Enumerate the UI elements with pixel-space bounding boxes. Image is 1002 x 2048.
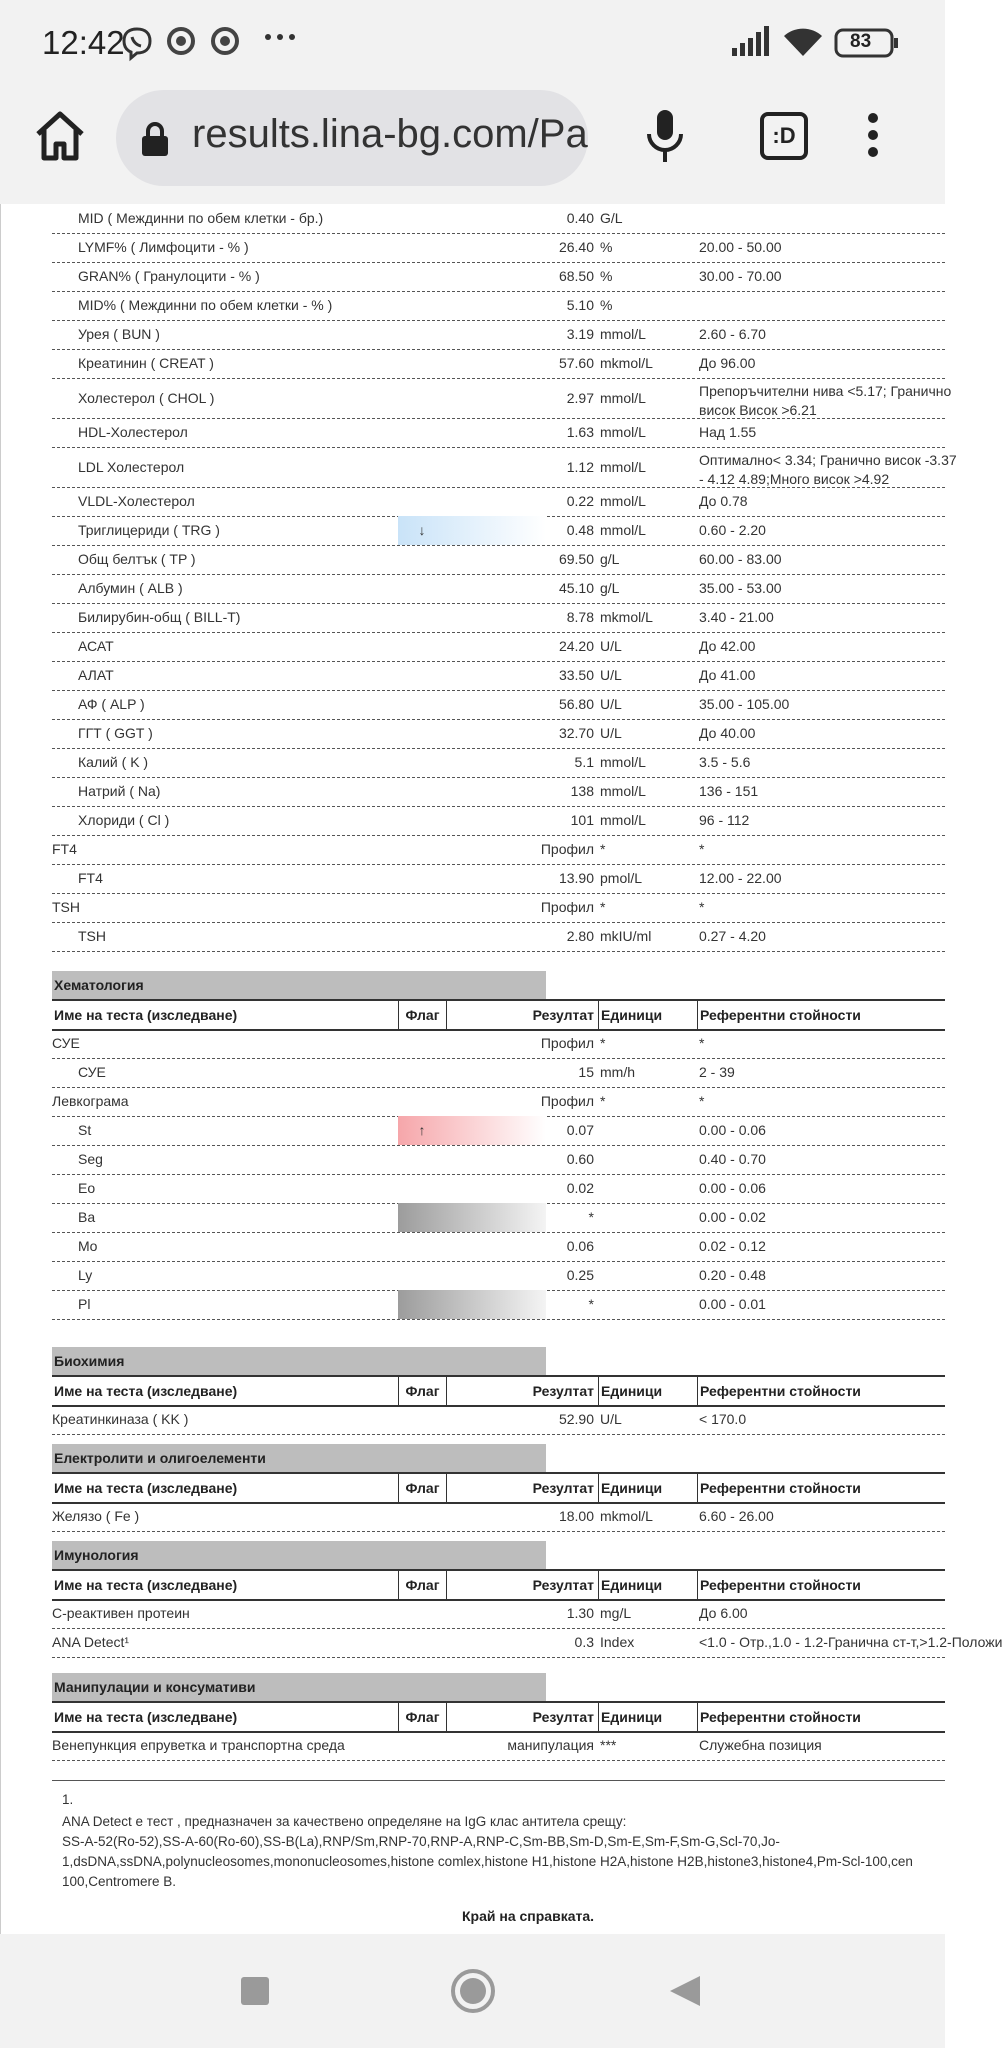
- test-unit: Index: [600, 1634, 635, 1650]
- table-row: [52, 806, 945, 836]
- test-result: 52.90: [558, 1411, 594, 1427]
- test-result: 45.10: [558, 580, 594, 596]
- test-unit: *: [600, 899, 606, 915]
- test-name: VLDL-Холестерол: [78, 493, 195, 509]
- test-result: *: [588, 1209, 594, 1225]
- test-result: 0.06: [566, 1238, 594, 1254]
- reference-range: 2.60 - 6.70: [699, 326, 766, 342]
- url-text: results.lina-bg.com/Pa: [192, 112, 588, 156]
- chrome-icon: [210, 26, 240, 61]
- test-unit: mmol/L: [600, 326, 646, 342]
- table-row: [52, 1203, 945, 1233]
- test-result: 1.30: [566, 1605, 594, 1621]
- reference-range: 136 - 151: [699, 783, 759, 799]
- test-name: MID% ( Междинни по обем клетки - % ): [78, 297, 333, 313]
- table-row: [52, 418, 945, 448]
- header-ref: Референтни стойности: [697, 1377, 945, 1405]
- table-header: [52, 1701, 945, 1733]
- header-ref: Референтни стойности: [697, 1474, 945, 1502]
- table-header: [52, 1569, 945, 1601]
- test-name: Общ белтък ( TP ): [78, 551, 196, 567]
- viber-icon: [120, 26, 154, 65]
- test-unit: %: [600, 297, 613, 313]
- reference-range: 35.00 - 105.00: [699, 696, 790, 712]
- test-name: MID ( Междинни по обем клетки - бр.): [78, 210, 324, 226]
- test-result: 1.12: [566, 459, 594, 475]
- home-icon[interactable]: [30, 106, 90, 166]
- test-unit: *: [600, 1035, 606, 1051]
- table-header: [52, 999, 945, 1031]
- table-header: [52, 1375, 945, 1407]
- test-unit: mmol/L: [600, 783, 646, 799]
- header-unit: Единици: [598, 1377, 697, 1405]
- header-result: Резултат: [446, 1001, 594, 1029]
- reference-range: 60.00 - 83.00: [699, 551, 782, 567]
- test-unit: %: [600, 268, 613, 284]
- table-row: [52, 1599, 945, 1629]
- test-unit: mmol/L: [600, 812, 646, 828]
- test-result: 0.07: [566, 1122, 594, 1138]
- browser-toolbar: [0, 82, 945, 204]
- test-name: TSH: [52, 899, 80, 915]
- test-name: Албумин ( ALB ): [78, 580, 183, 596]
- test-result: 101: [570, 812, 594, 828]
- test-result: 26.40: [558, 239, 594, 255]
- test-result: 24.20: [558, 638, 594, 654]
- test-unit: %: [600, 239, 613, 255]
- table-row: [52, 1261, 945, 1291]
- table-row: [52, 690, 945, 720]
- footnote-line: 1,dsDNA,ssDNA,polynucleosomes,mononucleosomes,histone comlex,histone H1,histone H2A,histone H2B,histone3,histone4,Pm-Scl-100,cen: [62, 1854, 913, 1869]
- test-unit: mkmol/L: [600, 1508, 653, 1524]
- test-name: HDL-Холестерол: [78, 424, 188, 440]
- test-result: 0.3: [574, 1634, 594, 1650]
- header-name: Име на теста (изследване): [54, 1480, 238, 1496]
- address-bar[interactable]: [116, 90, 588, 186]
- test-unit: g/L: [600, 551, 620, 567]
- test-unit: ***: [600, 1737, 617, 1753]
- test-result: 13.90: [558, 870, 594, 886]
- reference-range: 2 - 39: [699, 1064, 735, 1080]
- reference-range: До 6.00: [699, 1605, 748, 1621]
- test-result: 33.50: [558, 667, 594, 683]
- header-result: Резултат: [446, 1377, 594, 1405]
- header-unit: Единици: [598, 1571, 697, 1599]
- table-row: [52, 603, 945, 633]
- test-name: St: [78, 1122, 92, 1138]
- test-name: Триглицериди ( TRG ): [78, 522, 220, 538]
- table-row: [52, 1116, 945, 1146]
- footnote-line: 1.: [62, 1792, 74, 1807]
- table-row: [52, 545, 945, 575]
- table-row: [52, 1174, 945, 1204]
- table-row: [52, 1502, 945, 1532]
- reference-range: До 42.00: [699, 638, 756, 654]
- table-row: [52, 262, 945, 292]
- test-name: Желязо ( Fe ): [52, 1508, 140, 1524]
- header-name: Име на теста (изследване): [54, 1007, 238, 1023]
- table-row: [52, 1087, 945, 1117]
- reference-range: 96 - 112: [699, 812, 750, 828]
- test-name: Левкограма: [52, 1093, 129, 1109]
- test-name: Mo: [78, 1238, 98, 1254]
- test-result: 5.1: [574, 754, 594, 770]
- table-row: [52, 1628, 1002, 1658]
- test-name: АФ ( ALP ): [78, 696, 145, 712]
- reference-range: До 40.00: [699, 725, 756, 741]
- reference-range: *: [699, 899, 705, 915]
- test-name: Холестерол ( CHOL ): [78, 390, 215, 406]
- test-result: 69.50: [558, 551, 594, 567]
- test-unit: mmol/L: [600, 424, 646, 440]
- status-bar: [0, 0, 945, 82]
- reference-range: 20.00 - 50.00: [699, 239, 782, 255]
- battery-level: 83: [850, 31, 872, 52]
- test-name: FT4: [52, 841, 77, 857]
- reference-range: 35.00 - 53.00: [699, 580, 782, 596]
- table-row: [52, 233, 945, 263]
- reference-range: <1.0 - Отр.,1.0 - 1.2-Гранична ст-т,>1.2-Положи: [699, 1634, 1002, 1650]
- reference-range: 3.5 - 5.6: [699, 754, 751, 770]
- reference-range: Препоръчителни нива <5.17; Гранично висок Висок >6.21: [699, 383, 952, 418]
- status-time: 12:42: [42, 24, 125, 61]
- footnote-divider: [52, 1780, 945, 1781]
- flag-indicator: ↑: [418, 1122, 426, 1138]
- test-result: Профил: [540, 899, 594, 915]
- test-name: Хлориди ( Cl ): [78, 812, 170, 828]
- test-name: Pl: [78, 1296, 91, 1312]
- header-ref: Референтни стойности: [697, 1703, 945, 1731]
- header-ref: Референтни стойности: [697, 1001, 945, 1029]
- test-unit: mmol/L: [600, 754, 646, 770]
- test-name: Ly: [78, 1267, 93, 1283]
- test-result: 3.19: [566, 326, 594, 342]
- header-flag: Флаг: [398, 1571, 446, 1599]
- header-unit: Единици: [598, 1703, 697, 1731]
- table-row: [52, 204, 945, 234]
- reference-range: 0.20 - 0.48: [699, 1267, 766, 1283]
- footnote-line: 100,Centromere B.: [62, 1874, 177, 1889]
- test-name: АЛАТ: [78, 667, 114, 683]
- reference-range: 0.00 - 0.06: [699, 1122, 766, 1138]
- test-unit: U/L: [600, 638, 622, 654]
- test-unit: U/L: [600, 725, 622, 741]
- footnote-line: ANA Detect е тест , предназначен за качествено определяне на IgG клас антитела срещу:: [62, 1814, 627, 1829]
- test-name: Калий ( K ): [78, 754, 149, 770]
- reference-range: *: [699, 1035, 705, 1051]
- test-result: 32.70: [558, 725, 594, 741]
- table-row: [52, 893, 945, 923]
- test-unit: mg/L: [600, 1605, 632, 1621]
- header-result: Резултат: [446, 1571, 594, 1599]
- test-result: 0.40: [566, 210, 594, 226]
- overflow-menu-icon[interactable]: [866, 112, 880, 163]
- test-name: СУЕ: [78, 1064, 106, 1080]
- table-row: [52, 320, 945, 350]
- table-row: [52, 1029, 945, 1059]
- reference-range: 3.40 - 21.00: [699, 609, 774, 625]
- reference-range: 0.40 - 0.70: [699, 1151, 766, 1167]
- test-result: 8.78: [566, 609, 594, 625]
- test-name: Креатинкиназа ( KK ): [52, 1411, 189, 1427]
- reference-range: 0.00 - 0.02: [699, 1209, 766, 1225]
- battery-icon: [834, 28, 900, 63]
- test-unit: G/L: [600, 210, 623, 226]
- test-result: 0.22: [566, 493, 594, 509]
- footnote-line: SS-A-52(Ro-52),SS-A-60(Ro-60),SS-B(La),RNP/Sm,RNP-70,RNP-A,RNP-C,Sm-BB,Sm-D,Sm-E,Sm-F,Sm-G,Scl-70,Jo-: [62, 1834, 780, 1849]
- reference-range: 12.00 - 22.00: [699, 870, 782, 886]
- table-row: [52, 291, 945, 321]
- table-row: [52, 777, 945, 807]
- table-row: [52, 447, 957, 488]
- test-name: ГГТ ( GGT ): [78, 725, 153, 741]
- test-unit: mmol/L: [600, 522, 646, 538]
- test-name: TSH: [78, 928, 106, 944]
- test-name: АСАТ: [78, 638, 114, 654]
- test-name: Ba: [78, 1209, 96, 1225]
- table-row: [52, 1232, 945, 1262]
- test-unit: g/L: [600, 580, 620, 596]
- header-flag: Флаг: [398, 1001, 446, 1029]
- test-result: 2.97: [566, 390, 594, 406]
- navigation-bar: [0, 1934, 945, 2048]
- test-name: LDL Холестерол: [78, 459, 185, 475]
- test-name: FT4: [78, 870, 103, 886]
- test-name: Билирубин-общ ( BILL-T): [78, 609, 241, 625]
- reference-range: *: [699, 1093, 705, 1109]
- section-title: Манипулации и консумативи: [52, 1673, 546, 1701]
- test-name: GRAN% ( Гранулоцити - % ): [78, 268, 260, 284]
- reference-range: 0.02 - 0.12: [699, 1238, 766, 1254]
- header-name: Име на теста (изследване): [54, 1383, 238, 1399]
- test-result: 138: [570, 783, 594, 799]
- test-name: LYMF% ( Лимфоцити - % ): [78, 239, 249, 255]
- header-result: Резултат: [446, 1474, 594, 1502]
- header-flag: Флаг: [398, 1703, 446, 1731]
- reference-range: Служебна позиция: [699, 1737, 822, 1753]
- test-unit: *: [600, 1093, 606, 1109]
- table-row: [52, 1405, 945, 1435]
- test-result: 68.50: [558, 268, 594, 284]
- test-unit: *: [600, 841, 606, 857]
- table-row: [52, 574, 945, 604]
- section-title: Биохимия: [52, 1347, 546, 1375]
- section-title: Имунология: [52, 1541, 546, 1569]
- end-of-report: Край на справката.: [462, 1908, 595, 1924]
- table-row: [52, 835, 945, 865]
- table-row: [52, 864, 945, 894]
- header-unit: Единици: [598, 1001, 697, 1029]
- microphone-icon[interactable]: [640, 106, 690, 171]
- test-result: Профил: [540, 1093, 594, 1109]
- reference-range: До 41.00: [699, 667, 756, 683]
- test-result: манипулация: [507, 1737, 594, 1753]
- test-result: 0.48: [566, 522, 594, 538]
- test-name: Seg: [78, 1151, 103, 1167]
- table-row: [52, 632, 945, 662]
- test-result: Профил: [540, 1035, 594, 1051]
- test-name: Урея ( BUN ): [78, 326, 160, 342]
- table-row: [52, 922, 945, 952]
- table-row: [52, 719, 945, 749]
- test-unit: U/L: [600, 1411, 622, 1427]
- section-title: Хематология: [52, 971, 546, 999]
- chrome-icon: [166, 26, 196, 61]
- test-name: C-реактивен протеин: [52, 1605, 190, 1621]
- recents-icon[interactable]: [240, 1976, 270, 2011]
- reference-range: 30.00 - 70.00: [699, 268, 782, 284]
- wifi-icon: [782, 26, 824, 63]
- test-result: 0.02: [566, 1180, 594, 1196]
- signal-icon: [732, 26, 772, 61]
- table-row: [52, 661, 945, 691]
- test-result: 56.80: [558, 696, 594, 712]
- lab-results-page: [0, 204, 1002, 1934]
- home-nav-icon[interactable]: [450, 1968, 496, 2019]
- table-header: [52, 1472, 945, 1504]
- test-unit: U/L: [600, 667, 622, 683]
- reference-range: < 170.0: [699, 1411, 747, 1427]
- reference-range: До 96.00: [699, 355, 756, 371]
- test-name: Eo: [78, 1180, 96, 1196]
- test-unit: mkIU/ml: [600, 928, 652, 944]
- reference-range: Над 1.55: [699, 424, 757, 440]
- reference-range: 6.60 - 26.00: [699, 1508, 774, 1524]
- footnote-text: [62, 1790, 942, 1892]
- test-result: *: [588, 1296, 594, 1312]
- lock-icon: [140, 122, 170, 161]
- test-result: 18.00: [558, 1508, 594, 1524]
- test-result: 2.80: [566, 928, 594, 944]
- header-flag: Флаг: [398, 1377, 446, 1405]
- table-row: [52, 748, 945, 778]
- test-unit: mm/h: [600, 1064, 635, 1080]
- test-unit: pmol/L: [600, 870, 643, 886]
- table-row: [52, 1058, 945, 1088]
- test-name: ANA Detect¹: [52, 1634, 130, 1650]
- tab-switcher-button[interactable]: :D: [760, 112, 808, 160]
- table-row: [52, 1731, 945, 1761]
- header-unit: Единици: [598, 1474, 697, 1502]
- reference-range: *: [699, 841, 705, 857]
- header-ref: Референтни стойности: [697, 1571, 945, 1599]
- reference-range: 0.00 - 0.01: [699, 1296, 766, 1312]
- test-unit: mkmol/L: [600, 355, 653, 371]
- header-result: Резултат: [446, 1703, 594, 1731]
- table-row: [52, 516, 945, 546]
- test-result: 0.60: [566, 1151, 594, 1167]
- table-row: [52, 349, 945, 379]
- test-unit: mkmol/L: [600, 609, 653, 625]
- reference-range: 0.60 - 2.20: [699, 522, 766, 538]
- table-row: [52, 487, 945, 517]
- table-row: [52, 1145, 945, 1175]
- test-name: Креатинин ( CREAT ): [78, 355, 214, 371]
- table-row: [52, 1290, 945, 1320]
- test-result: 5.10: [566, 297, 594, 313]
- more-notifications-icon: [264, 30, 296, 48]
- flag-indicator: ↓: [418, 522, 426, 538]
- table-row: [52, 378, 952, 419]
- reference-range: Оптимално< 3.34; Гранично висок -3.37 - 4.12 4.89;Много висок >4.92: [699, 452, 957, 487]
- reference-range: 0.27 - 4.20: [699, 928, 766, 944]
- reference-range: До 0.78: [699, 493, 748, 509]
- test-name: Венепункция епруветка и транспортна среда: [52, 1737, 345, 1753]
- test-unit: U/L: [600, 696, 622, 712]
- section-title: Електролити и олигоелементи: [52, 1444, 546, 1472]
- test-result: 15: [578, 1064, 594, 1080]
- header-name: Име на теста (изследване): [54, 1577, 238, 1593]
- header-flag: Флаг: [398, 1474, 446, 1502]
- test-result: 1.63: [566, 424, 594, 440]
- test-result: 57.60: [558, 355, 594, 371]
- test-unit: mmol/L: [600, 493, 646, 509]
- test-name: Натрий ( Na): [78, 783, 161, 799]
- reference-range: 0.00 - 0.06: [699, 1180, 766, 1196]
- back-icon[interactable]: [668, 1974, 702, 2013]
- test-unit: mmol/L: [600, 459, 646, 475]
- test-name: СУЕ: [52, 1035, 80, 1051]
- test-result: Профил: [540, 841, 594, 857]
- test-unit: mmol/L: [600, 390, 646, 406]
- header-name: Име на теста (изследване): [54, 1709, 238, 1725]
- test-result: 0.25: [566, 1267, 594, 1283]
